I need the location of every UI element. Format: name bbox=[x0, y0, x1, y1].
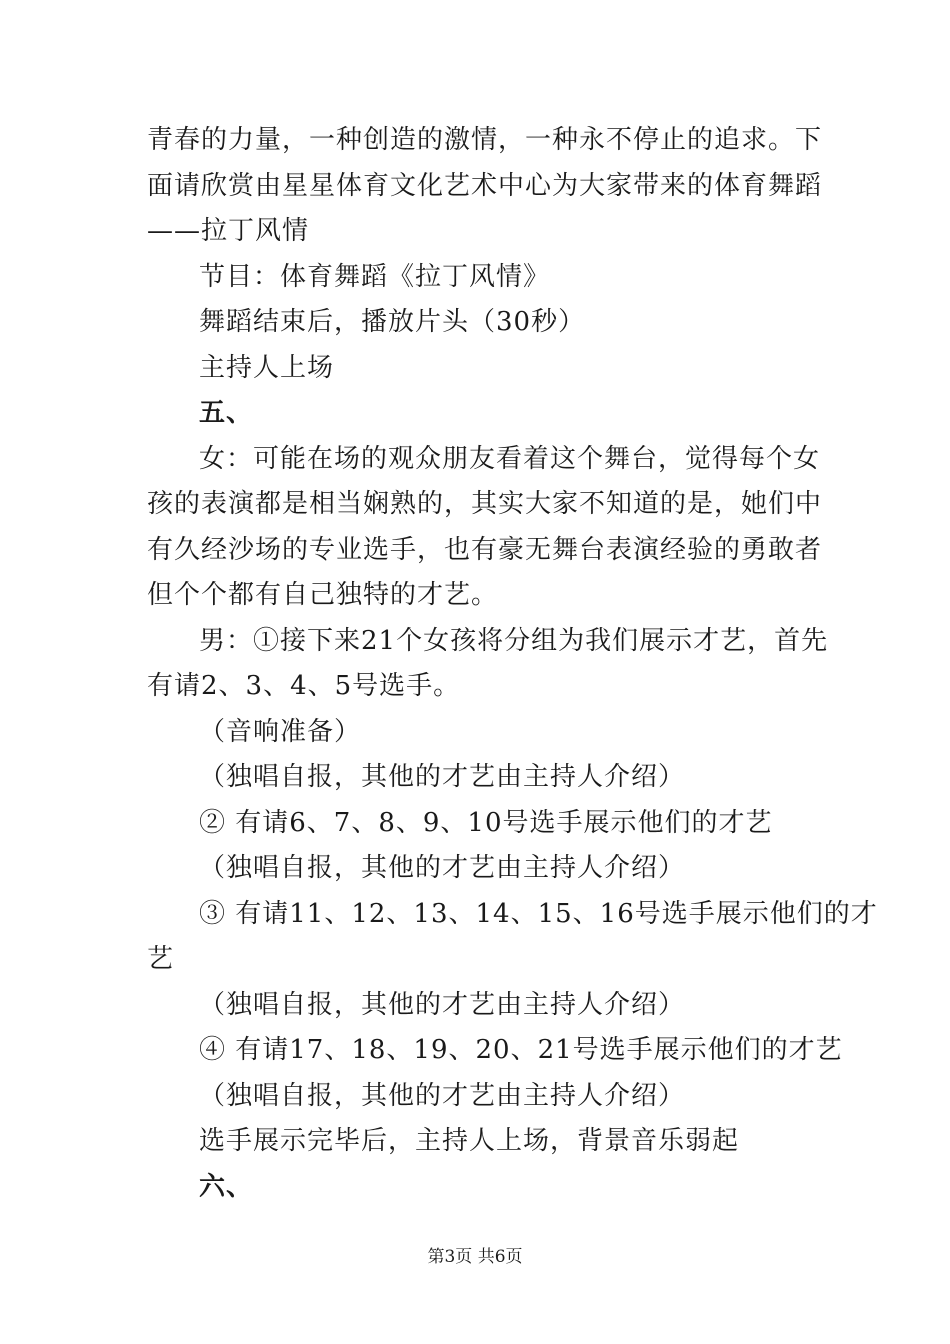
stage-note: （独唱自报，其他的才艺由主持人介绍） bbox=[199, 1080, 686, 1111]
stage-note: （独唱自报，其他的才艺由主持人介绍） bbox=[199, 989, 686, 1020]
body-line: 孩的表演都是相当娴熟的，其实大家不知道的是，她们中 bbox=[147, 489, 823, 519]
stage-note: （音响准备） bbox=[199, 716, 362, 747]
section-heading-six: 六、 bbox=[199, 1171, 254, 1202]
body-line: 艺 bbox=[147, 944, 175, 974]
body-line: 女：可能在场的观众朋友看着这个舞台，觉得每个女 bbox=[199, 443, 821, 474]
body-line: ③ 有请11、12、13、14、15、16号选手展示他们的才 bbox=[199, 898, 878, 929]
body-line: 青春的力量，一种创造的激情，一种永不停止的追求。下 bbox=[147, 125, 823, 155]
body-line: 面请欣赏由星星体育文化艺术中心为大家带来的体育舞蹈 bbox=[147, 170, 823, 201]
body-line: ④ 有请17、18、19、20、21号选手展示他们的才艺 bbox=[199, 1035, 843, 1065]
page-footer: 第3页 共6页 bbox=[427, 1247, 523, 1267]
body-line: 男：①接下来21个女孩将分组为我们展示才艺，首先 bbox=[199, 625, 829, 656]
body-line: 选手展示完毕后，主持人上场，背景音乐弱起 bbox=[199, 1126, 740, 1156]
stage-note: （独唱自报，其他的才艺由主持人介绍） bbox=[199, 853, 686, 883]
program-line: 节目：体育舞蹈《拉丁风情》 bbox=[199, 261, 551, 292]
body-line: 主持人上场 bbox=[199, 352, 335, 383]
document-body bbox=[147, 118, 878, 1210]
section-heading-five: 五、 bbox=[199, 398, 254, 428]
body-line: 舞蹈结束后，播放片头（30秒） bbox=[199, 307, 586, 337]
body-line: ——拉丁风情 bbox=[147, 216, 310, 246]
body-line: 有请2、3、4、5号选手。 bbox=[147, 671, 461, 701]
stage-note: （独唱自报，其他的才艺由主持人介绍） bbox=[199, 762, 686, 792]
body-line: 有久经沙场的专业选手，也有豪无舞台表演经验的勇敢者 bbox=[147, 534, 823, 565]
body-line: 但个个都有自己独特的才艺。 bbox=[147, 580, 499, 610]
body-line: ② 有请6、7、8、9、10号选手展示他们的才艺 bbox=[199, 807, 773, 838]
